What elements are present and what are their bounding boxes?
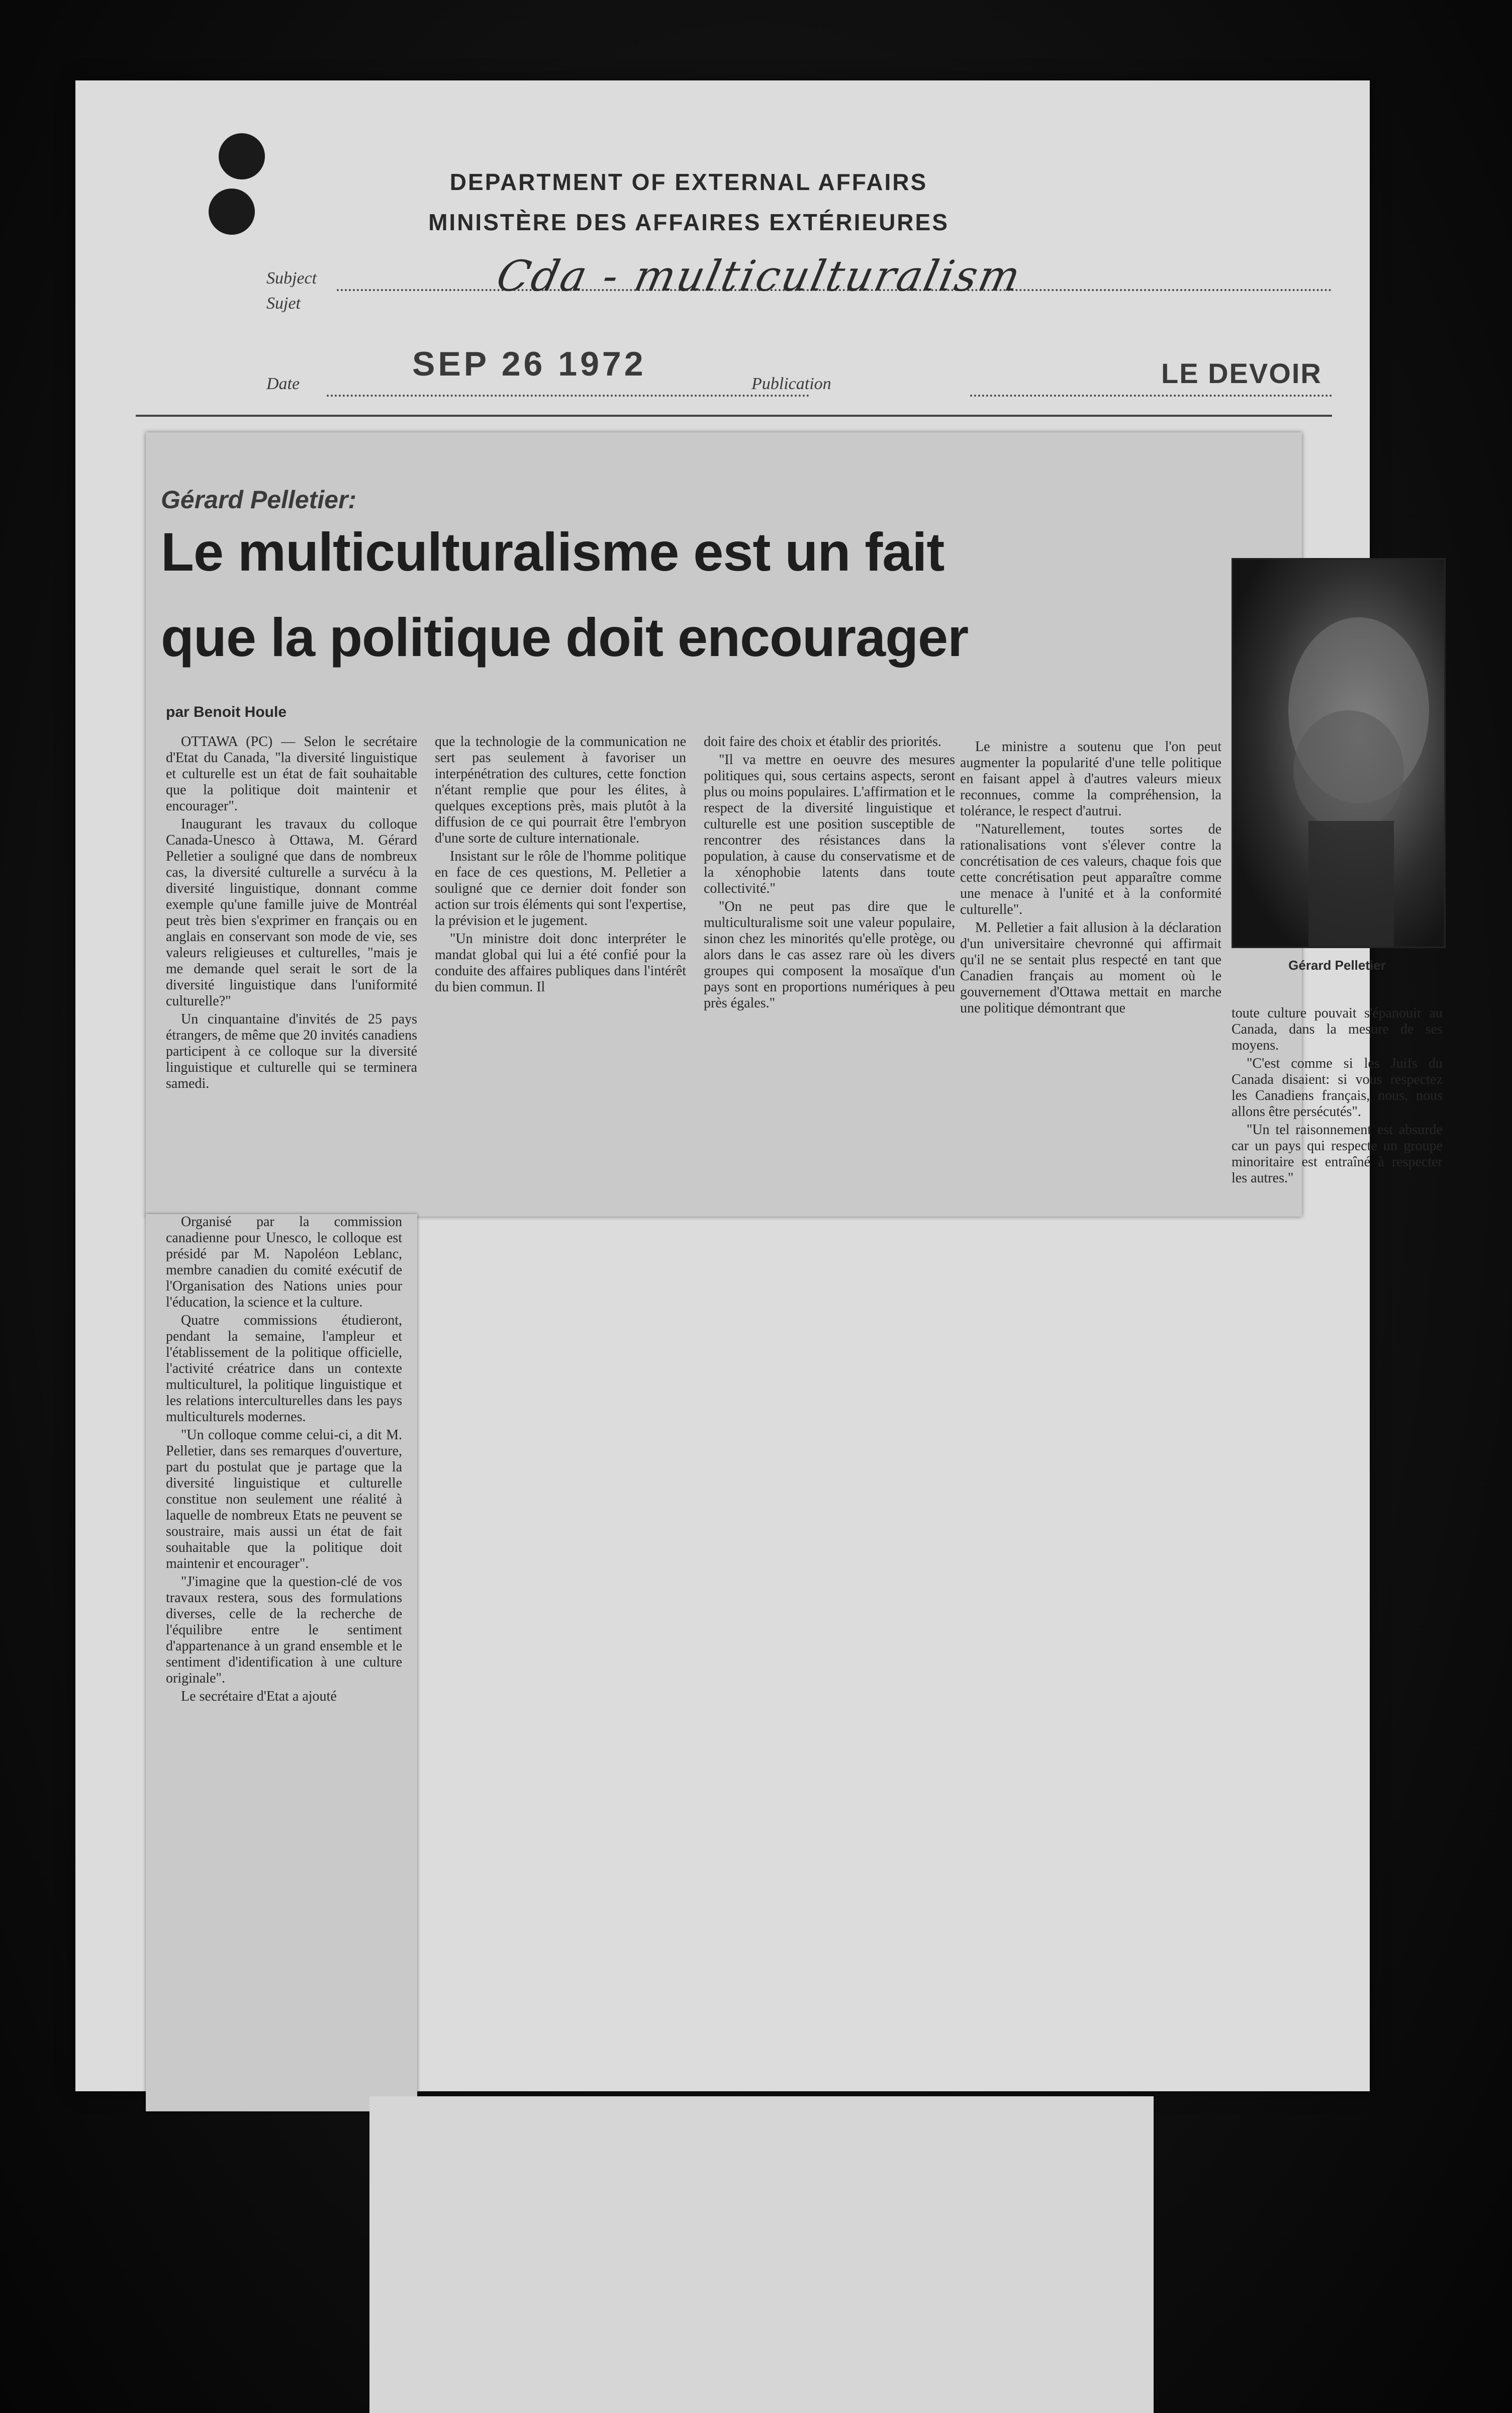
date-stamp: SEP 26 1972 (412, 345, 646, 383)
headline-line-2: que la politique doit encourager (161, 607, 969, 668)
paragraph: "Un tel raisonnement est absurde car un pays qui respecte un groupe minoritaire est entraîné à respecter les autres." (1232, 1122, 1443, 1186)
paragraph: Quatre commissions étudieront, pendant la semaine, l'ampleur et l'établissement de la politique officielle, l'activité créatrice dans un contexte multiculturel, la politique linguistique et les relations interculturelles dans les pays multiculturels modernes. (166, 1313, 402, 1425)
paragraph: doit faire des choix et établir des priorités. (704, 734, 941, 750)
paragraph: Insistant sur le rôle de l'homme politique en face de ces questions, M. Pelletier a souligné que ce dernier doit fonder son action sur trois éléments qui sont l'expertise, la prévision et le jugement. (435, 849, 686, 929)
paragraph: Le ministre a soutenu que l'on peut augmenter la popularité d'une telle politique en faisant appel à d'autres valeurs mieux reconnues, comme la compréhension, la tolérance, le respect d'autrui. (960, 739, 1221, 819)
paragraph: OTTAWA (PC) — Selon le secrétaire d'Etat du Canada, "la diversité linguistique et culturelle est un état de fait souhaitable que la politique doit maintenir et encourager". (166, 734, 417, 814)
paragraph: "C'est comme si les Juifs du Canada disaient: si vous respectez les Canadiens français, nous, nous allons être persécutés". (1232, 1056, 1443, 1120)
paragraph: "Naturellement, toutes sortes de rationalisations vont s'élever contre la concrétisation de ces valeurs, chaque fois que cette concrétisation peut apparaître comme une menace à l'unité et à la conformité culturelle". (960, 821, 1221, 917)
newspaper-clipping (146, 432, 1443, 1217)
newspaper-clipping-continuation (146, 1214, 417, 2111)
publication-line (970, 395, 1332, 397)
underlying-sheet (369, 2096, 1154, 2413)
department-name-en: DEPARTMENT OF EXTERNAL AFFAIRS (449, 169, 928, 195)
paragraph: "Un ministre doit donc interpréter le mandat global qui lui a été confié pour la conduite des affaires publiques dans l'intérêt du bien commun. Il (435, 931, 686, 995)
article-column-5 (1232, 1005, 1443, 1188)
portrait-silhouette (1233, 560, 1444, 947)
paragraph: "Il va mettre en oeuvre des mesures politiques qui, sous certains aspects, seront plus ou moins populaires. L'affirmation et le respect de la diversité linguistique et culturelle est une position susceptible de rencontrer des résistances dans la population, à cause du conservatisme et de la xénophobie latents dans toute collectivité." (704, 752, 955, 896)
paragraph: Inaugurant les travaux du colloque Canada-Unesco à Ottawa, M. Gérard Pelletier a souligné que dans de nombreux cas, la diversité culturelle a survécu à la diversité linguistique, donnant comme exemple qu'une famille juive de Montréal peut très bien s'exprimer en français ou en anglais en conservant son mode de vie, ses valeurs religieuses et culturelles, "mais je me demande quel serait le sort de la diversité linguistique dans l'uniformité culturelle?" (166, 816, 417, 1009)
punch-hole-bottom (209, 189, 255, 235)
paragraph: Le secrétaire d'Etat a ajouté (181, 1689, 337, 1704)
archive-form-sheet (75, 80, 1443, 2091)
article-column-4 (960, 739, 1221, 1018)
form-divider (136, 415, 1332, 417)
paragraph: M. Pelletier a fait allusion à la déclaration d'un universitaire chevronné qui affirmait qu'il ne se sentait plus respecté en tant que Canadien français au moment où le gouvernement d'Ottawa mettait en marche une politique démontrant que (960, 920, 1221, 1016)
date-label: Date (266, 375, 300, 393)
punch-hole-top (219, 133, 265, 179)
subject-label-fr: Sujet (266, 294, 301, 313)
byline: par Benoit Houle (166, 704, 287, 720)
article-column-3 (704, 734, 955, 1013)
subject-handwritten-value: Cda - multiculturalism (492, 251, 1027, 301)
publication-stamp: LE DEVOIR (1161, 357, 1322, 389)
article-kicker: Gérard Pelletier: (161, 486, 357, 514)
publication-label: Publication (751, 375, 831, 393)
department-name-fr: MINISTÈRE DES AFFAIRES EXTÉRIEURES (428, 209, 949, 235)
article-column-1-continued (166, 1214, 402, 1707)
paragraph: Un cinquantaine d'invités de 25 pays étrangers, de même que 20 invités canadiens participent à ce colloque sur la diversité linguistique et culturelle qui se terminera samedi. (166, 1011, 417, 1091)
paragraph: Organisé par la commission canadienne pour Unesco, le colloque est présidé par M. Napoléon Leblanc, membre canadien du comité exécutif de l'Organisation des Nations unies pour l'éducation, la science et la culture. (166, 1214, 402, 1310)
paragraph: "J'imagine que la question-clé de vos travaux restera, sous des formulations diverses, celle de la recherche de l'équilibre entre le sentiment d'appartenance à un grand ensemble et le sentiment d'identification à une culture originale". (166, 1574, 402, 1686)
article-column-1 (166, 734, 417, 1094)
photo-caption: Gérard Pelletier (1288, 958, 1386, 973)
portrait-photo (1232, 558, 1446, 948)
paragraph: "On ne peut pas dire que le multiculturalisme soit une valeur populaire, sinon chez les minorités qu'elle protège, ou alors dans le cas assez rare où les divers groupes qui composent la mosaïque d'un pays sont en proportions numériques à peu près égales." (704, 899, 955, 1011)
paragraph: "Un colloque comme celui-ci, a dit M. Pelletier, dans ses remarques d'ouverture, part du postulat que je partage que la diversité linguistique et culturelle constitue non seulement une réalité à laquelle de nombreux Etats ne peuvent se soustraire, mais aussi un état de fait souhaitable que la politique doit maintenir et encourager". (166, 1427, 402, 1571)
paragraph: toute culture pouvait s'épanouir au Canada, dans la mesure de ses moyens. (1232, 1005, 1443, 1053)
headline-line-1: Le multiculturalisme est un fait (161, 521, 944, 582)
date-line (327, 395, 809, 397)
subject-label: Subject (266, 269, 317, 288)
article-column-2 (435, 734, 686, 997)
paragraph: que la technologie de la communication ne sert pas seulement à favoriser un interpénétration des cultures, cette fonction n'étant remplie que pour les élites, à quelques exceptions près, mais plutôt à la diffusion de ce qui pourrait être l'embryon d'une sorte de culture internationale. (435, 734, 686, 846)
